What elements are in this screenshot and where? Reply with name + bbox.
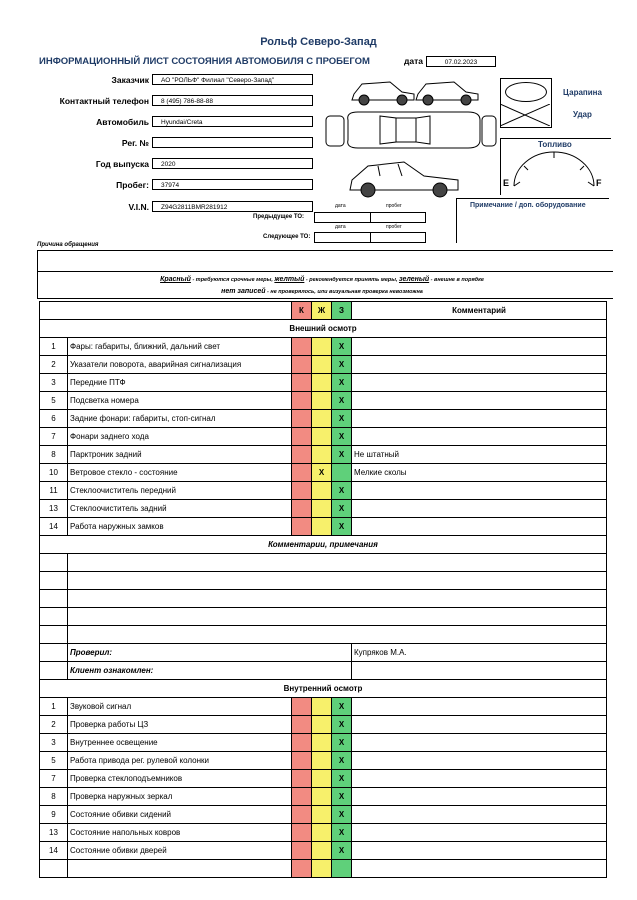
dent-label: Удар (573, 110, 592, 119)
legend-green-word: зеленый (399, 276, 430, 283)
row-comment[interactable] (352, 770, 607, 788)
row-item-name: Внутреннее освещение (68, 734, 292, 752)
row-comment[interactable] (352, 410, 607, 428)
table-row (40, 842, 607, 860)
row-number: 2 (40, 356, 68, 374)
table-row (40, 734, 607, 752)
table-row (40, 806, 607, 824)
mark-red-cell[interactable] (292, 842, 312, 860)
mark-green-cell[interactable]: X (332, 842, 352, 860)
mark-red-cell[interactable] (292, 338, 312, 356)
row-number: 5 (40, 752, 68, 770)
mark-red-cell[interactable] (292, 770, 312, 788)
mark-yellow-cell[interactable] (312, 788, 332, 806)
row-item-name: Парктроник задний (68, 446, 292, 464)
mark-green-cell[interactable]: X (332, 770, 352, 788)
row-comment[interactable] (352, 374, 607, 392)
car-label: Автомобиль (96, 117, 149, 127)
row-number: 13 (40, 824, 68, 842)
row-comment[interactable] (352, 842, 607, 860)
checked-value[interactable]: Купряков М.А. (352, 644, 607, 662)
legend-none-text: - не проверялось, или визуальная проверка невозможна (265, 289, 423, 295)
year-label: Год выпуска (95, 159, 149, 169)
row-number: 14 (40, 518, 68, 536)
row-number: 9 (40, 806, 68, 824)
legend-green-text: - внешне в порядке (429, 277, 484, 283)
table-row (40, 410, 607, 428)
table-row (40, 446, 607, 464)
row-number: 5 (40, 392, 68, 410)
mark-yellow-cell[interactable] (312, 356, 332, 374)
mark-green-cell[interactable]: X (332, 374, 352, 392)
checked-label: Проверил: (68, 644, 352, 662)
mark-red-cell[interactable] (292, 788, 312, 806)
remarks-row[interactable] (40, 608, 607, 626)
row-item-name: Проверка работы ЦЗ (68, 716, 292, 734)
row-comment[interactable]: Мелкие сколы (352, 464, 607, 482)
row-comment[interactable] (352, 788, 607, 806)
mark-green-cell[interactable]: X (332, 698, 352, 716)
row-comment[interactable] (352, 824, 607, 842)
interior-rows (40, 698, 607, 860)
mark-red-cell[interactable] (292, 356, 312, 374)
col-k-header: К (292, 302, 312, 320)
row-comment[interactable] (352, 518, 607, 536)
col-g-header: З (332, 302, 352, 320)
mark-red-cell[interactable] (292, 824, 312, 842)
row-item-name: Подсветка номера (68, 392, 292, 410)
mark-red-cell[interactable] (292, 752, 312, 770)
table-row (40, 770, 607, 788)
row-comment[interactable] (352, 392, 607, 410)
mark-green-cell[interactable]: X (332, 338, 352, 356)
reason-label: Причина обращения (37, 242, 99, 248)
interior-section-title: Внутренний осмотр (40, 680, 607, 698)
table-row (40, 374, 607, 392)
fuel-full-label: F (596, 178, 602, 188)
mark-red-cell[interactable] (292, 410, 312, 428)
mark-green-cell[interactable]: X (332, 482, 352, 500)
row-item-name: Указатели поворота, аварийная сигнализация (68, 356, 292, 374)
table-row (40, 428, 607, 446)
mark-yellow-cell[interactable]: X (312, 464, 332, 482)
service-mileage-header-2: пробег (386, 224, 402, 230)
client-row (40, 662, 607, 680)
reg-field[interactable] (152, 137, 313, 148)
customer-field[interactable]: АО "РОЛЬФ" Филиал "Северо-Запад" (152, 74, 313, 85)
row-number: 7 (40, 770, 68, 788)
year-field[interactable]: 2020 (152, 158, 313, 169)
table-row (40, 500, 607, 518)
mark-yellow-cell[interactable] (312, 338, 332, 356)
row-number: 13 (40, 500, 68, 518)
row-comment[interactable] (352, 806, 607, 824)
legend-red-text: - требуются срочные меры, (190, 277, 275, 283)
reason-field[interactable] (37, 250, 613, 272)
mark-red-cell[interactable] (292, 446, 312, 464)
row-comment[interactable] (352, 698, 607, 716)
phone-field[interactable]: 8 (495) 786-88-88 (152, 95, 313, 106)
mark-yellow-cell[interactable] (312, 446, 332, 464)
mark-green-cell[interactable]: X (332, 518, 352, 536)
vin-label: V.I.N. (128, 202, 149, 212)
legend-none-word: нет записей (221, 288, 266, 295)
table-row (40, 482, 607, 500)
row-number: 2 (40, 716, 68, 734)
mark-yellow-cell[interactable] (312, 842, 332, 860)
legend-yellow-text: - рекомендуется принять меры, (304, 277, 400, 283)
mark-yellow-cell[interactable] (312, 806, 332, 824)
reg-label: Рег. № (121, 138, 149, 148)
scratch-oval-icon (505, 82, 547, 102)
table-row (40, 464, 607, 482)
remarks-section-title: Комментарии, примечания (40, 536, 607, 554)
row-item-name: Стеклоочиститель передний (68, 482, 292, 500)
vin-field[interactable]: Z94G2811BMR281912 (152, 201, 313, 212)
row-item-name: Звуковой сигнал (68, 698, 292, 716)
row-item-name: Состояние обивки сидений (68, 806, 292, 824)
table-row (40, 788, 607, 806)
remarks-row[interactable] (40, 572, 607, 590)
table-row (40, 716, 607, 734)
date-label: дата (404, 56, 424, 66)
mark-yellow-cell[interactable] (312, 428, 332, 446)
mark-red-cell[interactable] (292, 464, 312, 482)
mark-yellow-cell[interactable] (312, 410, 332, 428)
table-row (40, 356, 607, 374)
mark-red-cell[interactable] (292, 716, 312, 734)
row-item-name: Проверка стеклоподъемников (68, 770, 292, 788)
fuel-gauge-icon[interactable] (506, 150, 602, 190)
row-number: 8 (40, 446, 68, 464)
row-item-name: Работа наружных замков (68, 518, 292, 536)
row-item-name: Передние ПТФ (68, 374, 292, 392)
mark-yellow-cell[interactable] (312, 698, 332, 716)
mark-yellow-cell[interactable] (312, 518, 332, 536)
mark-yellow-cell[interactable] (312, 500, 332, 518)
mark-green-cell[interactable]: X (332, 716, 352, 734)
mark-red-cell[interactable] (292, 374, 312, 392)
row-item-name: Проверка наружных зеркал (68, 788, 292, 806)
mark-yellow-cell[interactable] (312, 824, 332, 842)
mark-green-cell[interactable]: X (332, 734, 352, 752)
row-comment[interactable] (352, 500, 607, 518)
mark-green-cell[interactable]: X (332, 446, 352, 464)
mark-red-cell[interactable] (292, 428, 312, 446)
car-field[interactable]: Hyundai/Creta (152, 116, 313, 127)
remarks-row[interactable] (40, 554, 607, 572)
table-row (40, 392, 607, 410)
mark-green-cell[interactable]: X (332, 788, 352, 806)
note-label: Примечание / доп. оборудование (470, 202, 586, 209)
header-blank (40, 302, 292, 320)
next-service-date[interactable] (314, 232, 371, 243)
row-number: 1 (40, 338, 68, 356)
service-mileage-header: пробег (386, 203, 402, 209)
date-field[interactable]: 07.02.2023 (426, 56, 496, 67)
mark-green-cell[interactable]: X (332, 752, 352, 770)
row-number: 6 (40, 410, 68, 428)
mark-green-cell[interactable]: X (332, 500, 352, 518)
mark-green-cell[interactable]: X (332, 356, 352, 374)
mileage-field[interactable]: 37974 (152, 179, 313, 190)
table-row (40, 338, 607, 356)
mark-red-cell[interactable] (292, 392, 312, 410)
row-item-name: Фонари заднего хода (68, 428, 292, 446)
row-number: 11 (40, 482, 68, 500)
fuel-title: Топливо (538, 140, 572, 149)
row-comment[interactable] (352, 482, 607, 500)
row-item-name: Задние фонари: габариты, стоп-сигнал (68, 410, 292, 428)
row-number: 1 (40, 698, 68, 716)
row-number: 3 (40, 374, 68, 392)
checked-row (40, 644, 607, 662)
car-diagram-icon[interactable] (318, 72, 500, 202)
mark-red-cell[interactable] (292, 734, 312, 752)
row-number: 3 (40, 734, 68, 752)
service-date-header: дата (335, 203, 346, 209)
row-number: 7 (40, 428, 68, 446)
next-service-mileage[interactable] (370, 232, 426, 243)
col-z-header: Ж (312, 302, 332, 320)
scratch-label: Царапина (563, 88, 602, 97)
mark-yellow-cell[interactable] (312, 752, 332, 770)
prev-service-label: Предыдущее ТО: (253, 214, 305, 220)
row-item-name: Состояние обивки дверей (68, 842, 292, 860)
row-item-name: Фары: габариты, ближний, дальний свет (68, 338, 292, 356)
mark-red-cell[interactable] (292, 500, 312, 518)
col-comment-header: Комментарий (352, 302, 607, 320)
dent-cross-icon (500, 104, 550, 126)
row-comment[interactable]: Не штатный (352, 446, 607, 464)
row-item-name: Стеклоочиститель задний (68, 500, 292, 518)
mark-red-cell[interactable] (292, 698, 312, 716)
mark-green-cell[interactable]: X (332, 410, 352, 428)
company-title: Рольф Северо-Запад (260, 36, 377, 48)
inspection-table (39, 301, 607, 878)
exterior-section-title: Внешний осмотр (40, 320, 607, 338)
table-header-row (40, 302, 607, 320)
mark-yellow-cell[interactable] (312, 392, 332, 410)
mark-yellow-cell[interactable] (312, 734, 332, 752)
row-number: 10 (40, 464, 68, 482)
mark-yellow-cell[interactable] (312, 482, 332, 500)
table-row (40, 860, 607, 878)
remarks-row[interactable] (40, 626, 607, 644)
row-comment[interactable] (352, 338, 607, 356)
client-label: Клиент ознакомлен: (68, 662, 352, 680)
mark-red-cell[interactable] (292, 518, 312, 536)
prev-service-mileage[interactable] (370, 212, 426, 223)
customer-label: Заказчик (111, 75, 149, 85)
row-number: 8 (40, 788, 68, 806)
table-row (40, 752, 607, 770)
row-comment[interactable] (352, 734, 607, 752)
mark-green-cell[interactable]: X (332, 806, 352, 824)
legend-red-word: Красный (160, 276, 191, 283)
mileage-label: Пробег: (116, 180, 149, 190)
mark-green-cell[interactable] (332, 464, 352, 482)
next-service-label: Следующее ТО: (263, 234, 311, 240)
row-comment[interactable] (352, 428, 607, 446)
color-legend-line-1 (39, 276, 605, 283)
service-date-header-2: дата (335, 224, 346, 230)
row-comment[interactable] (352, 716, 607, 734)
mark-red-cell[interactable] (292, 806, 312, 824)
table-row (40, 518, 607, 536)
row-comment[interactable] (352, 356, 607, 374)
mark-green-cell[interactable]: X (332, 824, 352, 842)
prev-service-date[interactable] (314, 212, 371, 223)
color-legend-line-2 (39, 288, 605, 295)
row-item-name: Ветровое стекло - состояние (68, 464, 292, 482)
mark-green-cell[interactable]: X (332, 392, 352, 410)
mark-red-cell[interactable] (292, 482, 312, 500)
phone-label: Контактный телефон (59, 96, 149, 106)
fuel-empty-label: E (503, 178, 510, 188)
form-title: ИНФОРМАЦИОННЫЙ ЛИСТ СОСТОЯНИЯ АВТОМОБИЛЯ С ПРОБЕГОМ (39, 56, 370, 67)
table-row (40, 824, 607, 842)
mark-green-cell[interactable]: X (332, 428, 352, 446)
client-value[interactable] (352, 662, 607, 680)
row-item-name: Работа привода рег. рулевой колонки (68, 752, 292, 770)
mark-yellow-cell[interactable] (312, 374, 332, 392)
row-comment[interactable] (352, 752, 607, 770)
exterior-rows (40, 338, 607, 536)
row-number: 14 (40, 842, 68, 860)
row-item-name: Состояние напольных ковров (68, 824, 292, 842)
remarks-row[interactable] (40, 590, 607, 608)
table-row (40, 698, 607, 716)
legend-yellow-word: желтый (274, 276, 305, 283)
mark-yellow-cell[interactable] (312, 716, 332, 734)
mark-yellow-cell[interactable] (312, 770, 332, 788)
